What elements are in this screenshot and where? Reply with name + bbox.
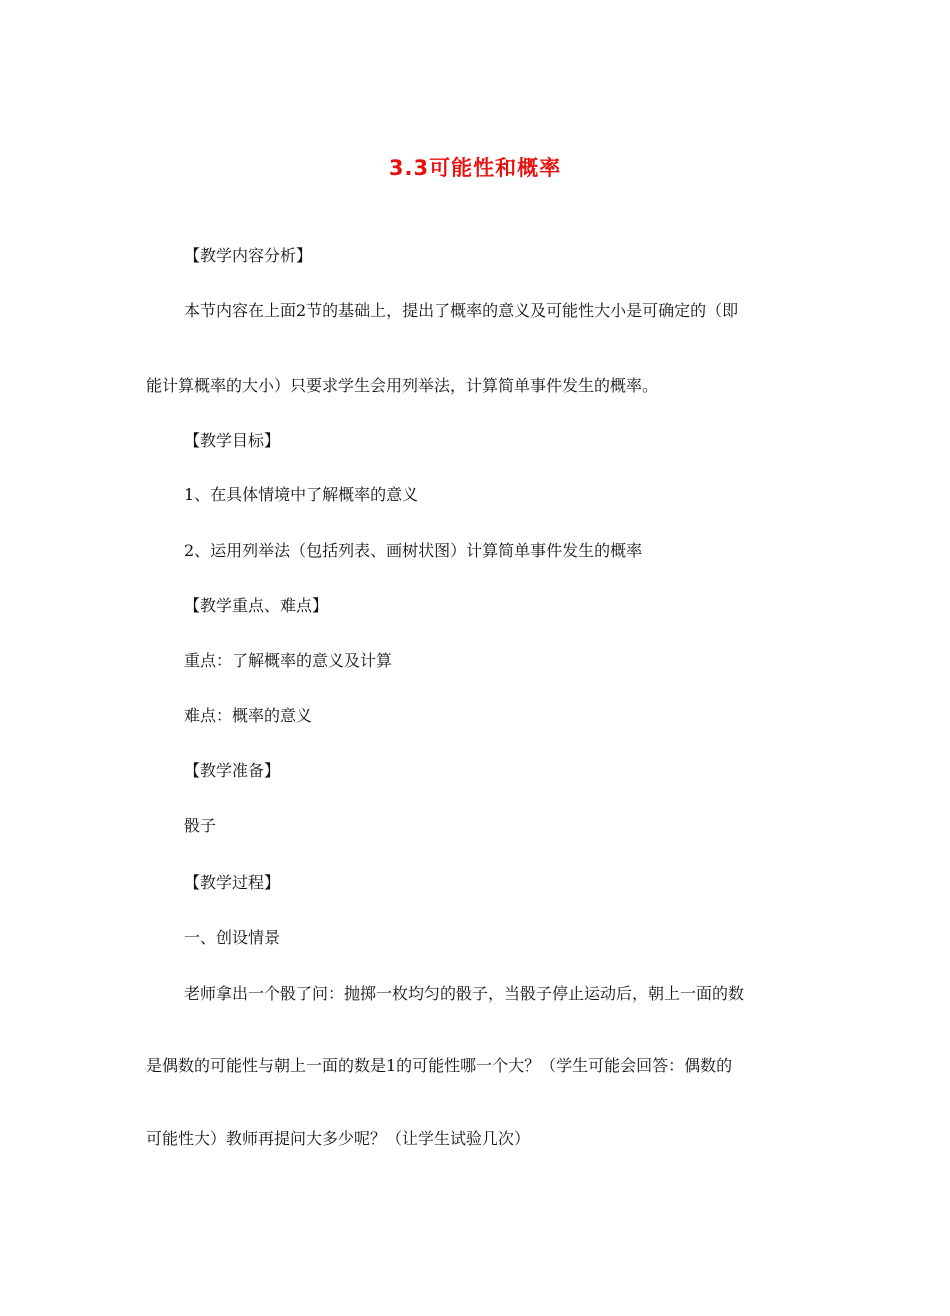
process-section-1: 一、创设情景: [184, 928, 281, 947]
process-paragraph-line2: 是偶数的可能性与朝上一面的数是1的可能性哪一个大？（学生可能会回答：偶数的: [146, 1056, 733, 1075]
section-heading-process: 【教学过程】: [184, 873, 281, 892]
key-point-text: 重点：了解概率的意义及计算: [184, 651, 393, 670]
section-heading-preparation: 【教学准备】: [184, 761, 281, 780]
section-heading-content-analysis: 【教学内容分析】: [184, 246, 313, 265]
section-heading-objectives: 【教学目标】: [184, 431, 281, 450]
process-paragraph-line1: 老师拿出一个骰了问：抛掷一枚均匀的骰子，当骰子停止运动后，朝上一面的数: [184, 984, 745, 1003]
difficulty-text: 难点：概率的意义: [184, 706, 313, 725]
preparation-item: 骰子: [184, 816, 217, 835]
process-paragraph-line3: 可能性大）教师再提问大多少呢？（让学生试验几次）: [146, 1129, 531, 1148]
objective-item-2: 2、运用列举法（包括列表、画树状图）计算简单事件发生的概率: [184, 541, 643, 560]
objective-item-1: 1、在具体情境中了解概率的意义: [184, 485, 419, 504]
document-title: 3.3可能性和概率: [388, 156, 562, 180]
content-analysis-paragraph-line2: 能计算概率的大小）只要求学生会用列举法，计算简单事件发生的概率。: [146, 376, 659, 395]
section-heading-key-points: 【教学重点、难点】: [184, 596, 329, 615]
content-analysis-paragraph-line1: 本节内容在上面2节的基础上，提出了概率的意义及可能性大小是可确定的（即: [184, 301, 739, 320]
